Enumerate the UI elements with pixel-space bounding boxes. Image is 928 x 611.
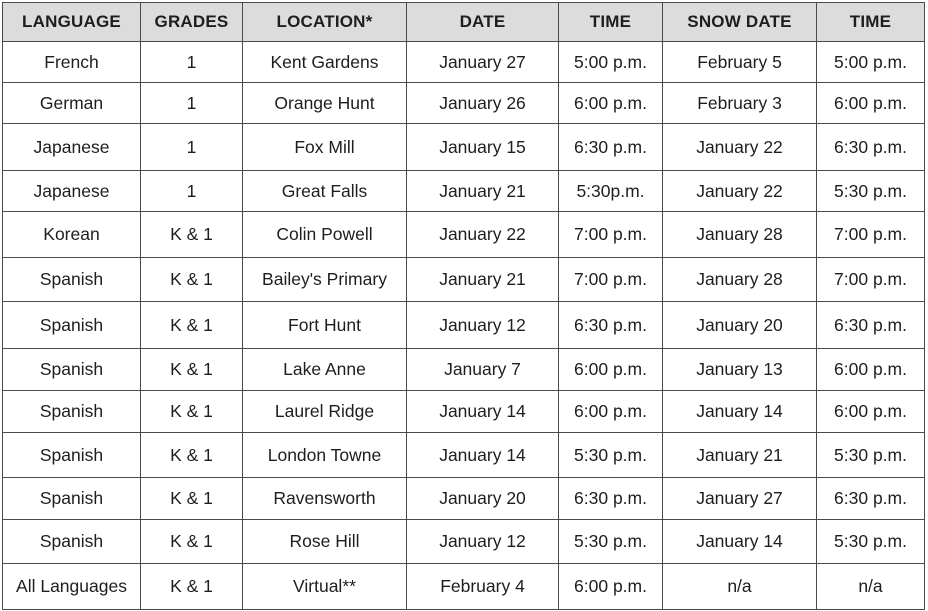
cell-snow-date: January 27 (663, 478, 817, 520)
cell-time: 6:30 p.m. (559, 478, 663, 520)
cell-snow-date: January 28 (663, 258, 817, 302)
cell-grades: 1 (141, 83, 243, 124)
table-row (3, 42, 925, 83)
cell-time: 5:30 p.m. (559, 433, 663, 478)
table-row (3, 83, 925, 124)
cell-snow-time: 6:00 p.m. (817, 391, 925, 433)
header-time: TIME (559, 3, 663, 42)
cell-time: 6:00 p.m. (559, 349, 663, 391)
cell-grades: K & 1 (141, 433, 243, 478)
cell-language: Japanese (3, 124, 141, 171)
schedule-table (2, 2, 925, 610)
header-language: LANGUAGE (3, 3, 141, 42)
cell-time: 6:00 p.m. (559, 391, 663, 433)
header-row (3, 3, 925, 42)
cell-location: Bailey's Primary (243, 258, 407, 302)
cell-time: 5:00 p.m. (559, 42, 663, 83)
cell-time: 6:00 p.m. (559, 83, 663, 124)
cell-language: Spanish (3, 258, 141, 302)
cell-language: Spanish (3, 433, 141, 478)
cell-language: Korean (3, 212, 141, 258)
cell-snow-time: 6:30 p.m. (817, 478, 925, 520)
cell-language: German (3, 83, 141, 124)
header-grades: GRADES (141, 3, 243, 42)
cell-snow-time: 5:00 p.m. (817, 42, 925, 83)
cell-snow-date: n/a (663, 564, 817, 610)
cell-grades: 1 (141, 42, 243, 83)
cell-location: Colin Powell (243, 212, 407, 258)
cell-date: January 14 (407, 433, 559, 478)
cell-snow-time: 6:00 p.m. (817, 349, 925, 391)
cell-language: Spanish (3, 302, 141, 349)
cell-snow-date: January 22 (663, 171, 817, 212)
cell-date: January 26 (407, 83, 559, 124)
cell-date: January 20 (407, 478, 559, 520)
cell-date: January 7 (407, 349, 559, 391)
cell-date: January 15 (407, 124, 559, 171)
cell-snow-date: January 13 (663, 349, 817, 391)
cell-language: Japanese (3, 171, 141, 212)
table-row (3, 258, 925, 302)
cell-grades: K & 1 (141, 258, 243, 302)
cell-grades: K & 1 (141, 212, 243, 258)
table-row (3, 391, 925, 433)
cell-date: January 14 (407, 391, 559, 433)
cell-time: 6:30 p.m. (559, 302, 663, 349)
cell-snow-time: n/a (817, 564, 925, 610)
cell-time: 5:30 p.m. (559, 520, 663, 564)
cell-time: 5:30p.m. (559, 171, 663, 212)
cell-snow-date: January 28 (663, 212, 817, 258)
cell-time: 6:30 p.m. (559, 124, 663, 171)
header-snow-time: TIME (817, 3, 925, 42)
cell-date: January 22 (407, 212, 559, 258)
cell-location: London Towne (243, 433, 407, 478)
cell-time: 6:00 p.m. (559, 564, 663, 610)
cell-time: 7:00 p.m. (559, 212, 663, 258)
cell-location: Kent Gardens (243, 42, 407, 83)
cell-date: January 21 (407, 258, 559, 302)
table-row (3, 564, 925, 610)
cell-time: 7:00 p.m. (559, 258, 663, 302)
table-row (3, 302, 925, 349)
cell-date: January 27 (407, 42, 559, 83)
cell-grades: K & 1 (141, 302, 243, 349)
cell-snow-date: January 14 (663, 391, 817, 433)
cell-location: Lake Anne (243, 349, 407, 391)
cell-grades: K & 1 (141, 564, 243, 610)
cell-grades: K & 1 (141, 349, 243, 391)
cell-date: February 4 (407, 564, 559, 610)
cell-date: January 12 (407, 520, 559, 564)
cell-language: Spanish (3, 391, 141, 433)
header-location: LOCATION* (243, 3, 407, 42)
cell-location: Fox Mill (243, 124, 407, 171)
cell-snow-date: January 14 (663, 520, 817, 564)
cell-location: Rose Hill (243, 520, 407, 564)
cell-language: All Languages (3, 564, 141, 610)
cell-language: Spanish (3, 478, 141, 520)
cell-location: Laurel Ridge (243, 391, 407, 433)
cell-grades: K & 1 (141, 478, 243, 520)
header-date: DATE (407, 3, 559, 42)
table-row (3, 212, 925, 258)
cell-snow-time: 6:00 p.m. (817, 83, 925, 124)
cell-date: January 12 (407, 302, 559, 349)
cell-grades: 1 (141, 124, 243, 171)
table-row (3, 124, 925, 171)
header-snow-date: SNOW DATE (663, 3, 817, 42)
cell-language: French (3, 42, 141, 83)
cell-snow-time: 7:00 p.m. (817, 258, 925, 302)
cell-grades: 1 (141, 171, 243, 212)
cell-snow-date: January 21 (663, 433, 817, 478)
cell-snow-time: 6:30 p.m. (817, 124, 925, 171)
cell-language: Spanish (3, 349, 141, 391)
table-row (3, 433, 925, 478)
table-row (3, 520, 925, 564)
cell-snow-date: January 22 (663, 124, 817, 171)
cell-language: Spanish (3, 520, 141, 564)
cell-snow-time: 5:30 p.m. (817, 520, 925, 564)
table-row (3, 349, 925, 391)
table-row (3, 478, 925, 520)
cell-snow-date: February 5 (663, 42, 817, 83)
table-row (3, 171, 925, 212)
schedule-body (3, 42, 925, 610)
cell-location: Fort Hunt (243, 302, 407, 349)
cell-location: Virtual** (243, 564, 407, 610)
cell-snow-date: February 3 (663, 83, 817, 124)
cell-grades: K & 1 (141, 520, 243, 564)
cell-snow-time: 5:30 p.m. (817, 171, 925, 212)
cell-snow-time: 5:30 p.m. (817, 433, 925, 478)
cell-grades: K & 1 (141, 391, 243, 433)
cell-location: Ravensworth (243, 478, 407, 520)
cell-snow-time: 7:00 p.m. (817, 212, 925, 258)
cell-snow-time: 6:30 p.m. (817, 302, 925, 349)
cell-location: Orange Hunt (243, 83, 407, 124)
cell-location: Great Falls (243, 171, 407, 212)
cell-date: January 21 (407, 171, 559, 212)
cell-snow-date: January 20 (663, 302, 817, 349)
